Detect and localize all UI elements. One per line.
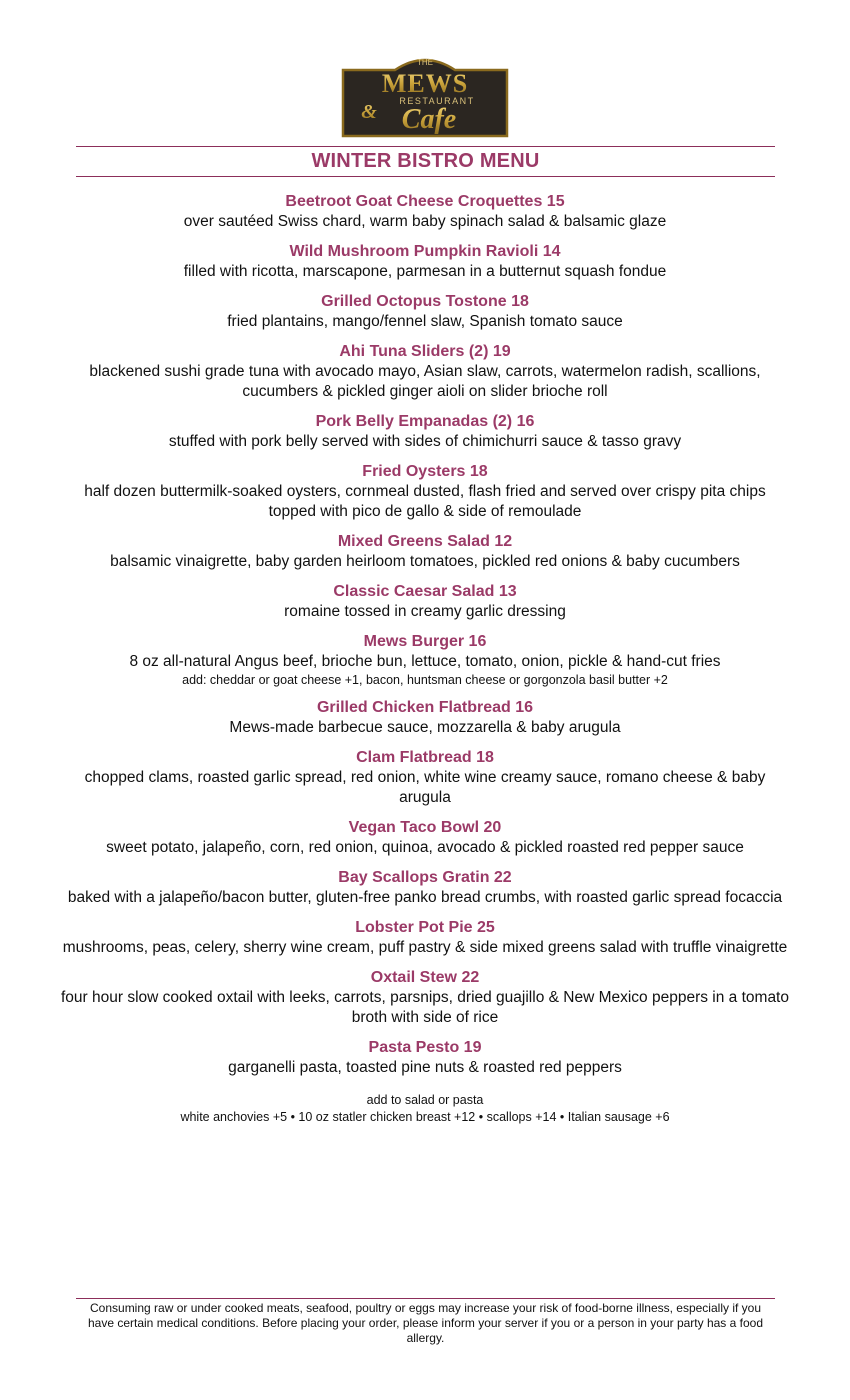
menu-item-description: mushrooms, peas, celery, sherry wine cream, puff pastry & side mixed greens salad with truffle vinaigrette [62,939,788,956]
menu-item-description: filled with ricotta, marscapone, parmesan in a butternut squash fondue [183,263,667,280]
menu-item-description: blackened sushi grade tuna with avocado mayo, Asian slaw, carrots, watermelon radish, scallions, cucumbers & pickled ginger aioli on slider brioche roll [89,363,761,400]
menu-item [60,292,790,332]
menu-item-name: Mixed Greens Salad 12 [337,533,513,550]
menu-item-description: romaine tossed in creamy garlic dressing [284,603,566,620]
menu-item-name: Mews Burger 16 [363,633,487,650]
menu-item-name: Wild Mushroom Pumpkin Ravioli 14 [289,243,561,260]
addons-heading: add to salad or pasta [366,1093,484,1107]
menu-item-description: Mews-made barbecue sauce, mozzarella & baby arugula [229,719,621,736]
menu-item [60,242,790,282]
menu-item [60,968,790,1028]
menu-item-name: Clam Flatbread 18 [356,749,494,766]
menu-item-name: Lobster Pot Pie 25 [355,919,495,936]
addons-section [60,1092,790,1126]
menu-item-name: Fried Oysters 18 [362,463,488,480]
menu-item-name: Grilled Chicken Flatbread 16 [316,699,534,716]
menu-item [60,532,790,572]
menu-item-name: Pasta Pesto 19 [368,1039,482,1056]
menu-item [60,818,790,858]
addons-list: white anchovies +5 • 10 oz statler chicken breast +12 • scallops +14 • Italian sausage +6 [180,1110,670,1124]
menu-item-name: Grilled Octopus Tostone 18 [321,293,529,310]
menu-item-name: Beetroot Goat Cheese Croquettes 15 [285,193,565,210]
menu-item [60,632,790,688]
menu-item-description: balsamic vinaigrette, baby garden heirloom tomatoes, pickled red onions & baby cucumbers [110,553,740,570]
logo-ampersand: & [361,101,377,123]
logo-the: THE [417,58,433,67]
menu-item-name: Vegan Taco Bowl 20 [348,819,502,836]
menu-item-description: garganelli pasta, toasted pine nuts & roasted red peppers [228,1059,622,1076]
menu-item [60,462,790,522]
footer-rule [76,1298,775,1299]
menu-item [60,1038,790,1078]
menu-item-description: stuffed with pork belly served with sides of chimichurri sauce & tasso gravy [168,433,682,450]
menu-item-description: over sautéed Swiss chard, warm baby spinach salad & balsamic glaze [183,213,667,230]
menu-item-description: sweet potato, jalapeño, corn, red onion, quinoa, avocado & pickled roasted red pepper sauce [106,839,744,856]
menu-item-addons: add: cheddar or goat cheese +1, bacon, huntsman cheese or gorgonzola basil butter +2 [182,673,668,687]
menu-item-name: Classic Caesar Salad 13 [333,583,517,600]
menu-item-name: Bay Scallops Gratin 22 [338,869,512,886]
menu-item-name: Oxtail Stew 22 [370,969,480,986]
menu-item [60,698,790,738]
menu-item [60,342,790,402]
logo-restaurant: RESTAURANT [399,96,475,106]
logo-cafe: Cafe [401,104,457,135]
menu-item-description: chopped clams, roasted garlic spread, red onion, white wine creamy sauce, romano cheese & baby arugula [84,769,766,806]
menu-item-description: 8 oz all-natural Angus beef, brioche bun, lettuce, tomato, onion, pickle & hand-cut fries [129,653,721,670]
allergy-disclaimer: Consuming raw or under cooked meats, seafood, poultry or eggs may increase your risk of food-borne illness, especially if you have certain medical conditions. Before placing your order, please inform your server if you or a person in your party has a food allergy. [87,1301,764,1345]
menu-item [60,748,790,808]
menu-item [60,582,790,622]
menu-item-description: baked with a jalapeño/bacon butter, gluten-free panko bread crumbs, with roasted garlic spread focaccia [67,889,783,906]
menu-item-description: four hour slow cooked oxtail with leeks, carrots, parsnips, dried guajillo & New Mexico peppers in a tomato broth with side of rice [61,989,789,1026]
menu-title: WINTER BISTRO MENU [311,150,540,172]
menu-item [60,192,790,232]
menu-item-description: fried plantains, mango/fennel slaw, Spanish tomato sauce [227,313,623,330]
logo-mews: MEWS [381,69,469,98]
menu-item [60,412,790,452]
menu-item [60,918,790,958]
title-top-rule [76,146,775,147]
logo-emblem [339,50,511,138]
menu-item [60,868,790,908]
menu-list [60,192,790,1126]
title-bottom-rule [76,176,775,177]
menu-item-name: Pork Belly Empanadas (2) 16 [315,413,535,430]
restaurant-logo [339,50,511,138]
menu-item-name: Ahi Tuna Sliders (2) 19 [339,343,511,360]
menu-item-description: half dozen buttermilk-soaked oysters, cornmeal dusted, flash fried and served over crispy pita chips topped with pico de gallo & side of remoulade [84,483,766,520]
